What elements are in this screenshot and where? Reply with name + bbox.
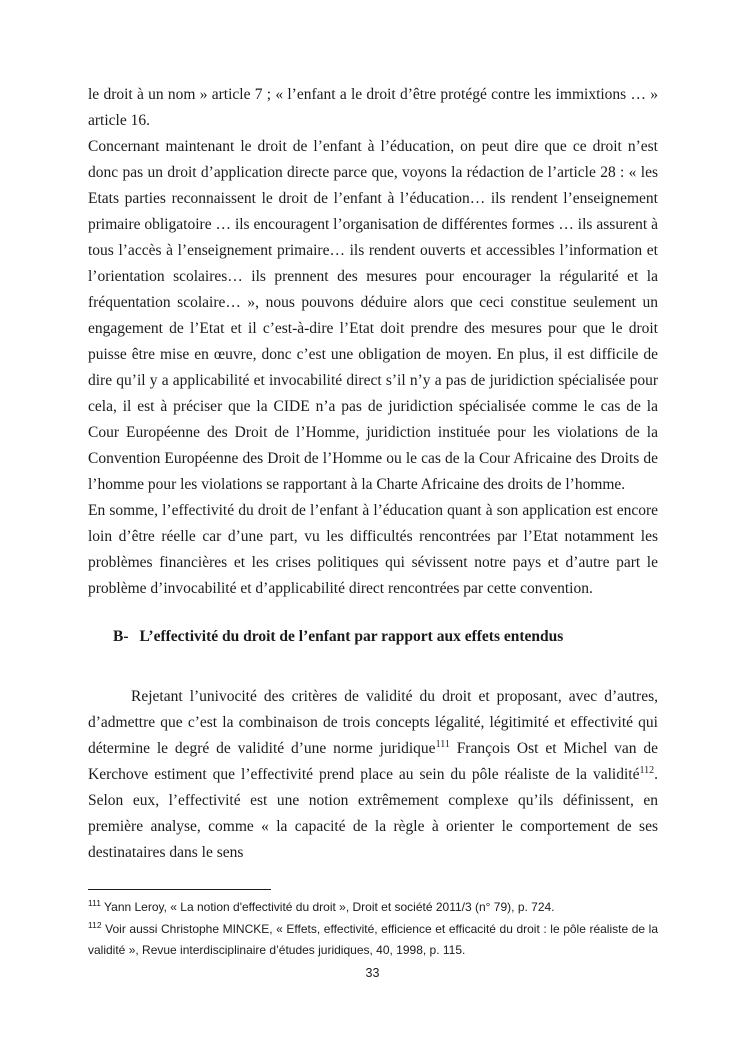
section-heading bbox=[113, 624, 658, 650]
footnote-text: Yann Leroy, « La notion d'effectivité du droit », Droit et société 2011/3 (n° 79), p. 724. bbox=[100, 900, 555, 914]
section-heading-label: B- bbox=[113, 628, 129, 645]
footnote-111 bbox=[88, 897, 658, 919]
paragraph-text-segment: Rejetant l’univocité des critères de validité du droit et proposant, avec d’autres, d’admettre que c’est la combinaison de trois concepts légalité, légitimité et effectivité qui détermine le degré de validité d’une norme juridique bbox=[88, 688, 658, 757]
section-heading-title: L’effectivité du droit de l’enfant par rapport aux effets entendus bbox=[139, 628, 564, 645]
footnote-text: Voir aussi Christophe MINCKE, « Effets, effectivité, efficience et efficacité du droit : le pôle réaliste de la validité », Revue interdisciplinaire d’études juridiques, 40, 1998, p. 115. bbox=[88, 921, 658, 957]
paragraph-conclusion: En somme, l’effectivité du droit de l’enfant à l’éducation quant à son application est encore loin d’être réelle car d’une part, vu les difficultés rencontrées par l’Etat notamment les problèmes financières et les crises politiques qui sévissent notre pays et d’autre part le problème d’invocabilité et d’applicabilité direct rencontrées par cette convention. bbox=[88, 502, 658, 597]
footnote-112 bbox=[88, 919, 658, 962]
paragraph-text-segment: François Ost et Michel van de Kerchove estiment que l’effectivité prend place au sein du pôle réaliste de la validité bbox=[88, 740, 658, 783]
footnote-separator bbox=[88, 889, 271, 890]
page-body bbox=[88, 82, 658, 866]
footnote-marker-111: 111 bbox=[88, 898, 101, 908]
paragraph-text-segment: . Selon eux, l’effectivité est une notion extrêmement complexe qu’ils définissent, en première analyse, comme « la capacité de la règle à orienter le comportement de ses destinataires dans le sens bbox=[88, 766, 658, 861]
footnote-marker-112: 112 bbox=[88, 919, 102, 930]
paragraph-effectivity bbox=[88, 684, 658, 866]
footnote-reference-112: 112 bbox=[639, 764, 655, 776]
paragraph-education-right: Concernant maintenant le droit de l’enfant à l’éducation, on peut dire que ce droit n’est donc pas un droit d’application directe parce que, voyons la rédaction de l’article 28 : « les Etats parties reconnaissent le droit de l’enfant à l’éducation… ils rendent l’enseignement primaire obligatoire … ils encouragent l’organisation de différentes formes … ils assurent à tous l’accès à l’enseignement primaire… ils rendent ouverts et accessibles l’information et l’orientation scolaires… ils prennent des mesures pour encourager la régularité et la fréquentation scolaire… », nous pouvons déduire alors que ceci constitue seulement un engagement de l’Etat et il c’est-à-dire l’Etat doit prendre des mesures pour que le droit puisse être mise en œuvre, donc c’est une obligation de moyen. En plus, il est difficile de dire qu’il y a applicabilité et invocabilité direct s’il n’y a pas de juridiction spécialisée pour cela, il est à préciser que la CIDE n’a pas de juridiction spécialisée comme le cas de la Cour Européenne des Droit de l’Homme, juridiction instituée pour les violations de la Convention Européenne des Droit de l’Homme ou le cas de la Cour Africaine des Droits de l’homme pour les violations se rapportant à la Charte Africaine des droits de l’homme. bbox=[88, 138, 658, 493]
footnotes-section bbox=[88, 889, 658, 962]
page-number: 33 bbox=[365, 966, 380, 980]
footnote-reference-111: 111 bbox=[435, 738, 450, 750]
paragraph-continuation: le droit à un nom » article 7 ; « l’enfant a le droit d’être protégé contre les immixtions … » article 16. bbox=[88, 86, 658, 129]
